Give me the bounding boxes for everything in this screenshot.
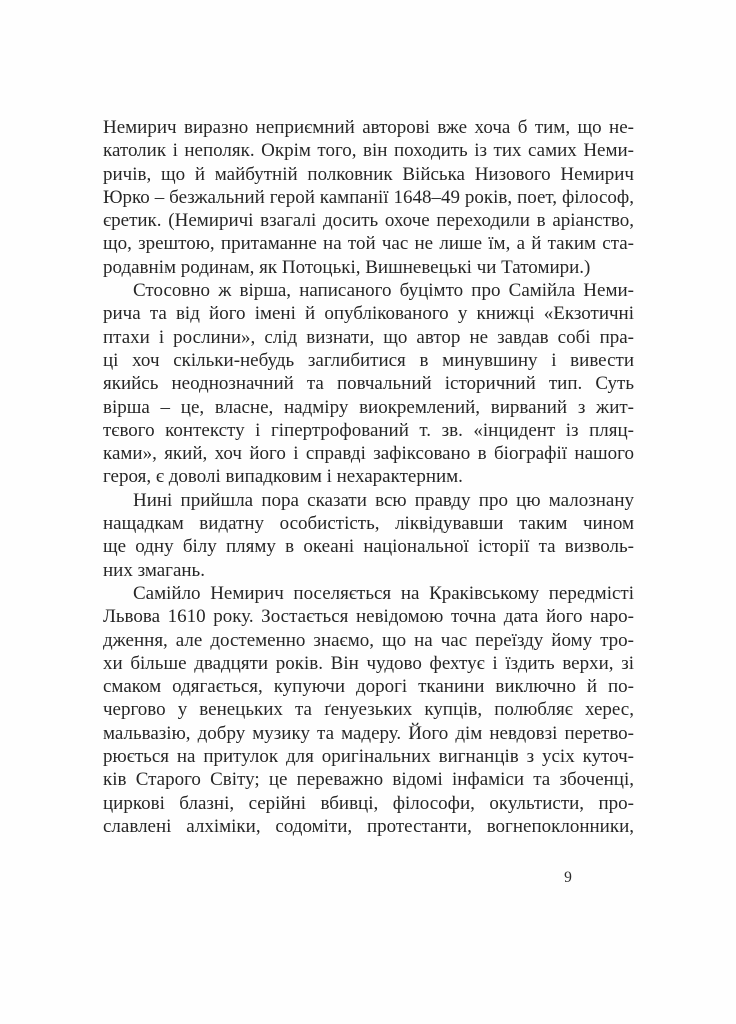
text-line: Львова 1610 року. Зостається невідомою точна дата його наро- — [103, 606, 634, 628]
text-line: рича та від його імені й опублікованого у книжці «Екзотичні — [103, 303, 634, 325]
text-line: циркові блазні, серійні вбивці, філософи, окультисти, про- — [103, 792, 634, 814]
text-line: Нині прийшла пора сказати всю правду про цю малознану — [133, 489, 634, 511]
text-line: ками», який, хоч його і справді зафіксовано в біографії нашого — [103, 443, 634, 465]
text-line: тєвого контексту і гіпертрофований т. зв. «інцидент із пляц- — [103, 419, 634, 441]
text-line: Стосовно ж вірша, написаного буцімто про Самійла Неми- — [133, 280, 634, 302]
paragraph — [103, 582, 634, 838]
text-line: ричів, що й майбутній полковник Війська Низового Немирич — [103, 163, 634, 185]
text-line: чергово у венецьких та ґенуезьких купців, полюбляє херес, — [103, 699, 634, 721]
text-line: ще одну білу пляму в океані національної історії та визволь- — [103, 536, 634, 558]
text-line: католик і неполяк. Окрім того, він походить із тих самих Неми- — [103, 140, 634, 162]
text-line: хи більше двадцяти років. Він чудово фехтує і їздить верхи, зі — [103, 652, 634, 674]
text-line: вірша – це, власне, надміру виокремлений, вирваний з жит- — [103, 396, 634, 418]
text-line: дження, але достеменно знаємо, що на час переїзду йому тро- — [103, 629, 634, 651]
text-line: славлені алхіміки, содоміти, протестанти, вогнепоклонники, — [103, 815, 634, 837]
paragraph — [103, 279, 634, 489]
text-line: мальвазію, добру музику та мадеру. Його дім невдовзі перетво- — [103, 722, 634, 744]
text-block — [103, 116, 634, 838]
text-line: ці хоч скільки-небудь заглибитися в минувшину і вивести — [103, 349, 634, 371]
text-line: нащадкам видатну особистість, ліквідувавши таким чином — [103, 513, 634, 535]
text-line: Самійло Немирич поселяється на Краківському передмісті — [133, 582, 634, 604]
text-line: героя, є доволі випадковим і нехарактерним. — [103, 466, 463, 488]
text-line: родавнім родинам, як Потоцькі, Вишневецькі чи Татомири.) — [103, 256, 591, 278]
page-number: 9 — [564, 869, 572, 886]
paragraph — [103, 116, 634, 279]
text-line: смаком одягається, купуючи дорогі тканини виключно й по- — [103, 676, 634, 698]
text-line: птахи і рослини», слід визнати, що автор не завдав собі пра- — [103, 326, 634, 348]
text-line: якийсь неоднозначний та повчальний історичний тип. Суть — [103, 373, 634, 395]
text-line: що, зрештою, притаманне на той час не лише їм, а й таким ста- — [103, 233, 634, 255]
paragraph — [103, 489, 634, 582]
text-line: єретик. (Немиричі взагалі досить охоче переходили в аріанство, — [103, 210, 634, 232]
text-line: рюється на притулок для оригінальних вигнанців з усіх куточ- — [103, 746, 634, 768]
text-line: Юрко – безжальний герой кампанії 1648–49 років, поет, філософ, — [103, 186, 634, 208]
text-line: ків Старого Світу; це переважно відомі інфаміси та збоченці, — [103, 769, 634, 791]
text-line: Немирич виразно неприємний авторові вже хоча б тим, що не- — [103, 117, 634, 138]
text-line: них змагань. — [103, 559, 205, 581]
